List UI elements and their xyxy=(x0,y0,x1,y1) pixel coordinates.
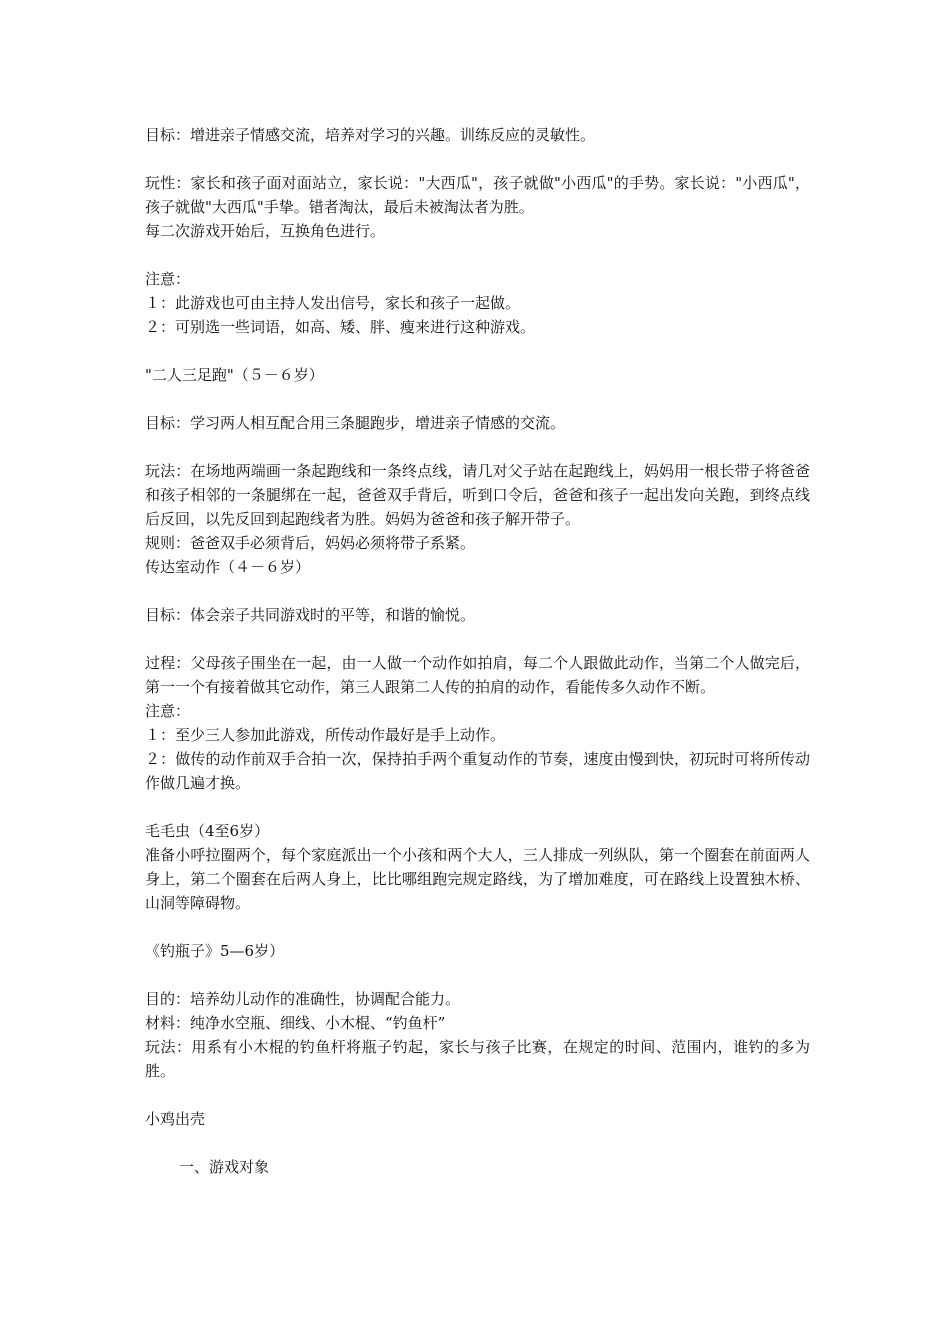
blank-line xyxy=(145,147,810,171)
caterpillar-description: 准备小呼拉圈两个，每个家庭派出一个小孩和两个大人，三人排成一列纵队，第一个圈套在前面两人身上，第二个圈套在后两人身上，比比哪组跑完规定路线，为了增加难度，可在路线上设置独木桥、山洞等障碍物。 xyxy=(145,846,810,912)
blank-line xyxy=(145,387,810,411)
goal-line-3: 目标：体会亲子共同游戏时的平等，和谐的愉悦。 xyxy=(145,606,476,624)
note-item-2: ２：可别选一些词语，如高、矮、胖、瘦来进行这种游戏。 xyxy=(145,318,536,336)
game-title-caterpillar: 毛毛虫（4至6岁） xyxy=(145,822,270,840)
goal-line-2: 目标：学习两人相互配合用三条腿跑步，增进亲子情感的交流。 xyxy=(145,414,566,432)
note-heading-3: 注意： xyxy=(145,702,191,720)
blank-line xyxy=(145,963,810,987)
goal-line-1: 目标：增进亲子情感交流，培养对学习的兴趣。训练反应的灵敏性。 xyxy=(145,126,596,144)
play-rule-5: 玩法：用系有小木棍的钓鱼杆将瓶子钓起，家长与孩子比赛，在规定的时间、范围内，谁钓的多为胜。 xyxy=(145,1038,810,1080)
game-title-three-legged: "二人三足跑"（５－６岁） xyxy=(145,366,324,384)
blank-line xyxy=(145,915,810,939)
blank-line xyxy=(145,579,810,603)
note-item-3-1: １：至少三人参加此游戏，所传动作最好是手上动作。 xyxy=(145,726,506,744)
rule-line-2: 规则：爸爸双手必须背后，妈妈必须将带子系紧。 xyxy=(145,534,476,552)
blank-line xyxy=(145,339,810,363)
section-heading-game-target: 一、游戏对象 xyxy=(179,1158,270,1176)
blank-line xyxy=(145,627,810,651)
game-title-pass-action: 传达室动作（４－６岁） xyxy=(145,558,311,576)
blank-line xyxy=(145,243,810,267)
play-rule-2: 玩法：在场地两端画一条起跑线和一条终点线，请几对父子站在起跑线上，妈妈用一根长带子将爸爸和孩子相邻的一条腿绑在一起，爸爸双手背后，听到口令后，爸爸和孩子一起出发向关跑，到终点线后反回，以先反回到起跑线者为胜。妈妈为爸爸和孩子解开带子。 xyxy=(145,462,810,528)
note-item-3-2: ２：做传的动作前双手合拍一次，保持拍手两个重复动作的节奏，速度由慢到快，初玩时可将所传动作做几遍才换。 xyxy=(145,750,810,792)
blank-line xyxy=(145,1083,810,1107)
blank-line xyxy=(145,1131,810,1155)
process-line-3: 过程：父母孩子围坐在一起，由一人做一个动作如拍肩，每二个人跟做此动作，当第二个人做完后，第一一个有接着做其它动作，第三人跟第二人传的拍肩的动作，看能传多久动作不断。 xyxy=(145,654,810,696)
role-swap-line: 每二次游戏开始后，互换角色进行。 xyxy=(145,222,386,240)
play-rule-1: 玩性：家长和孩子面对面站立，家长说："大西瓜"，孩子就做"小西瓜"的手势。家长说："小西瓜"，孩子就做"大西瓜"手挚。错者淘汰，最后未被淘汰者为胜。 xyxy=(145,174,810,216)
purpose-line-5: 目的：培养幼儿动作的准确性，协调配合能力。 xyxy=(145,990,461,1008)
note-item-1: １：此游戏也可由主持人发出信号，家长和孩子一起做。 xyxy=(145,294,521,312)
game-title-chick-hatching: 小鸡出壳 xyxy=(145,1110,206,1128)
blank-line xyxy=(145,435,810,459)
note-heading-1: 注意： xyxy=(145,270,191,288)
document-body xyxy=(145,123,810,1179)
blank-line xyxy=(145,795,810,819)
game-title-fishing-bottles: 《钓瓶子》5—6岁） xyxy=(145,942,285,960)
materials-line-5: 材料：纯净水空瓶、细线、小木棍、“钓鱼杆” xyxy=(145,1014,446,1032)
